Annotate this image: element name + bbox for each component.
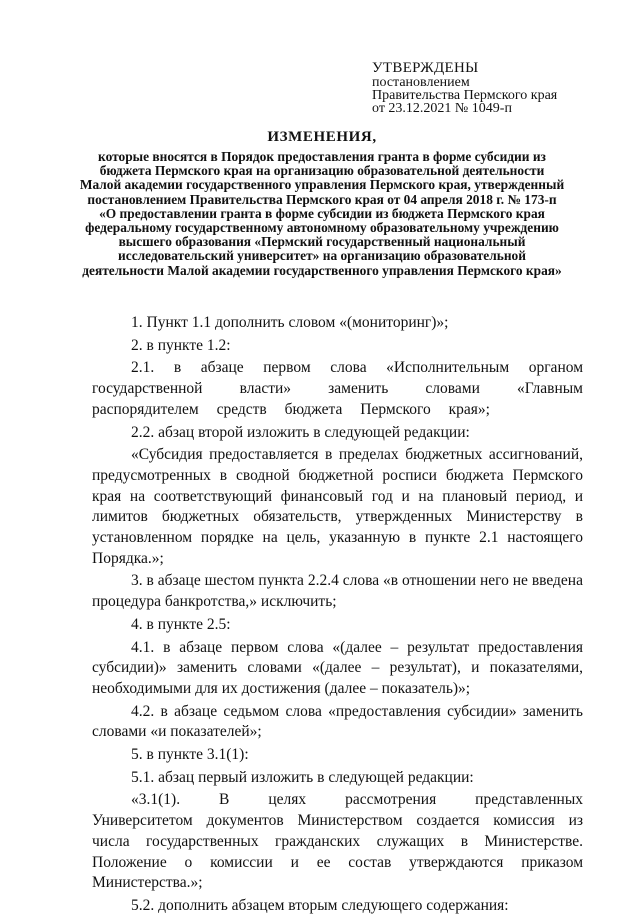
paragraph: 4.1. в абзаце первом слова «(далее – результат предоставления субсидии)» заменить словами «(далее – результат), и показателями, необходимыми для их достижения (далее – показатель)»; (92, 638, 583, 697)
paragraph: 5.1. абзац первый изложить в следующей редакции: (131, 768, 474, 786)
approval-title: УТВЕРЖДЕНЫ (372, 60, 479, 76)
paragraph: 2.1. в абзаце первом слова «Исполнительным органом государственной власти» заменить словами «Главным распорядителем средств бюджета Пермского края»; (92, 359, 583, 418)
paragraph: 1. Пункт 1.1 дополнить словом «(мониторинг)»; (131, 314, 449, 331)
approval-line: Правительства Пермского края (372, 88, 558, 103)
paragraph: 4.2. в абзаце седьмом слова «предоставления субсидии» заменить словами «и показателей»; (92, 702, 583, 741)
paragraph: 5.2. дополнить абзацем вторым следующего содержания: (131, 896, 509, 914)
approval-line: постановлением (372, 75, 470, 90)
document-body (92, 313, 583, 919)
approval-block (372, 60, 622, 115)
paragraph: 5. в пункте 3.1(1): (131, 746, 249, 764)
approval-line: от 23.12.2021 № 1049-п (372, 101, 512, 116)
paragraph: 2. в пункте 1.2: (131, 336, 231, 354)
paragraph: 2.2. абзац второй изложить в следующей редакции: (131, 423, 470, 441)
document-subheading: которые вносятся в Порядок предоставления гранта в форме субсидии из бюджета Пермского края на организацию образовательной деятельности Малой академии государственного управления Пермского края, утвержденный постановлением Правительства Пермского края от 04 апреля 2018 г. № 173-п «О предоставлении гранта в форме субсидии из бюджета Пермского края федеральному государственному автономному образовательному учреждению высшего образования «Пермский государственный национальный исследовательский университет» на организацию образовательной деятельности Малой академии государственного управления Пермского края» (79, 149, 565, 278)
paragraph: 4. в пункте 2.5: (131, 615, 231, 633)
paragraph: «Субсидия предоставляется в пределах бюджетных ассигнований, предусмотренных в сводной бюджетной росписи бюджета Пермского края на соответствующий финансовый год и на плановый период, и лимитов бюджетных обязательств, утвержденных Министерству в установленном порядке на цель, указанную в пункте 2.1 настоящего Порядка.»; (92, 446, 583, 567)
document-heading: ИЗМЕНЕНИЯ, (267, 129, 377, 145)
paragraph: «3.1(1). В целях рассмотрения представленных Университетом документов Министерством создается комиссия из числа государственных гражданских служащих в Министерстве. Положение о комиссии и ее состав утверждаются приказом Министерства.»; (92, 791, 583, 892)
paragraph: 3. в абзаце шестом пункта 2.2.4 слова «в отношении него не введена процедура банкротства,» исключить; (92, 572, 583, 611)
